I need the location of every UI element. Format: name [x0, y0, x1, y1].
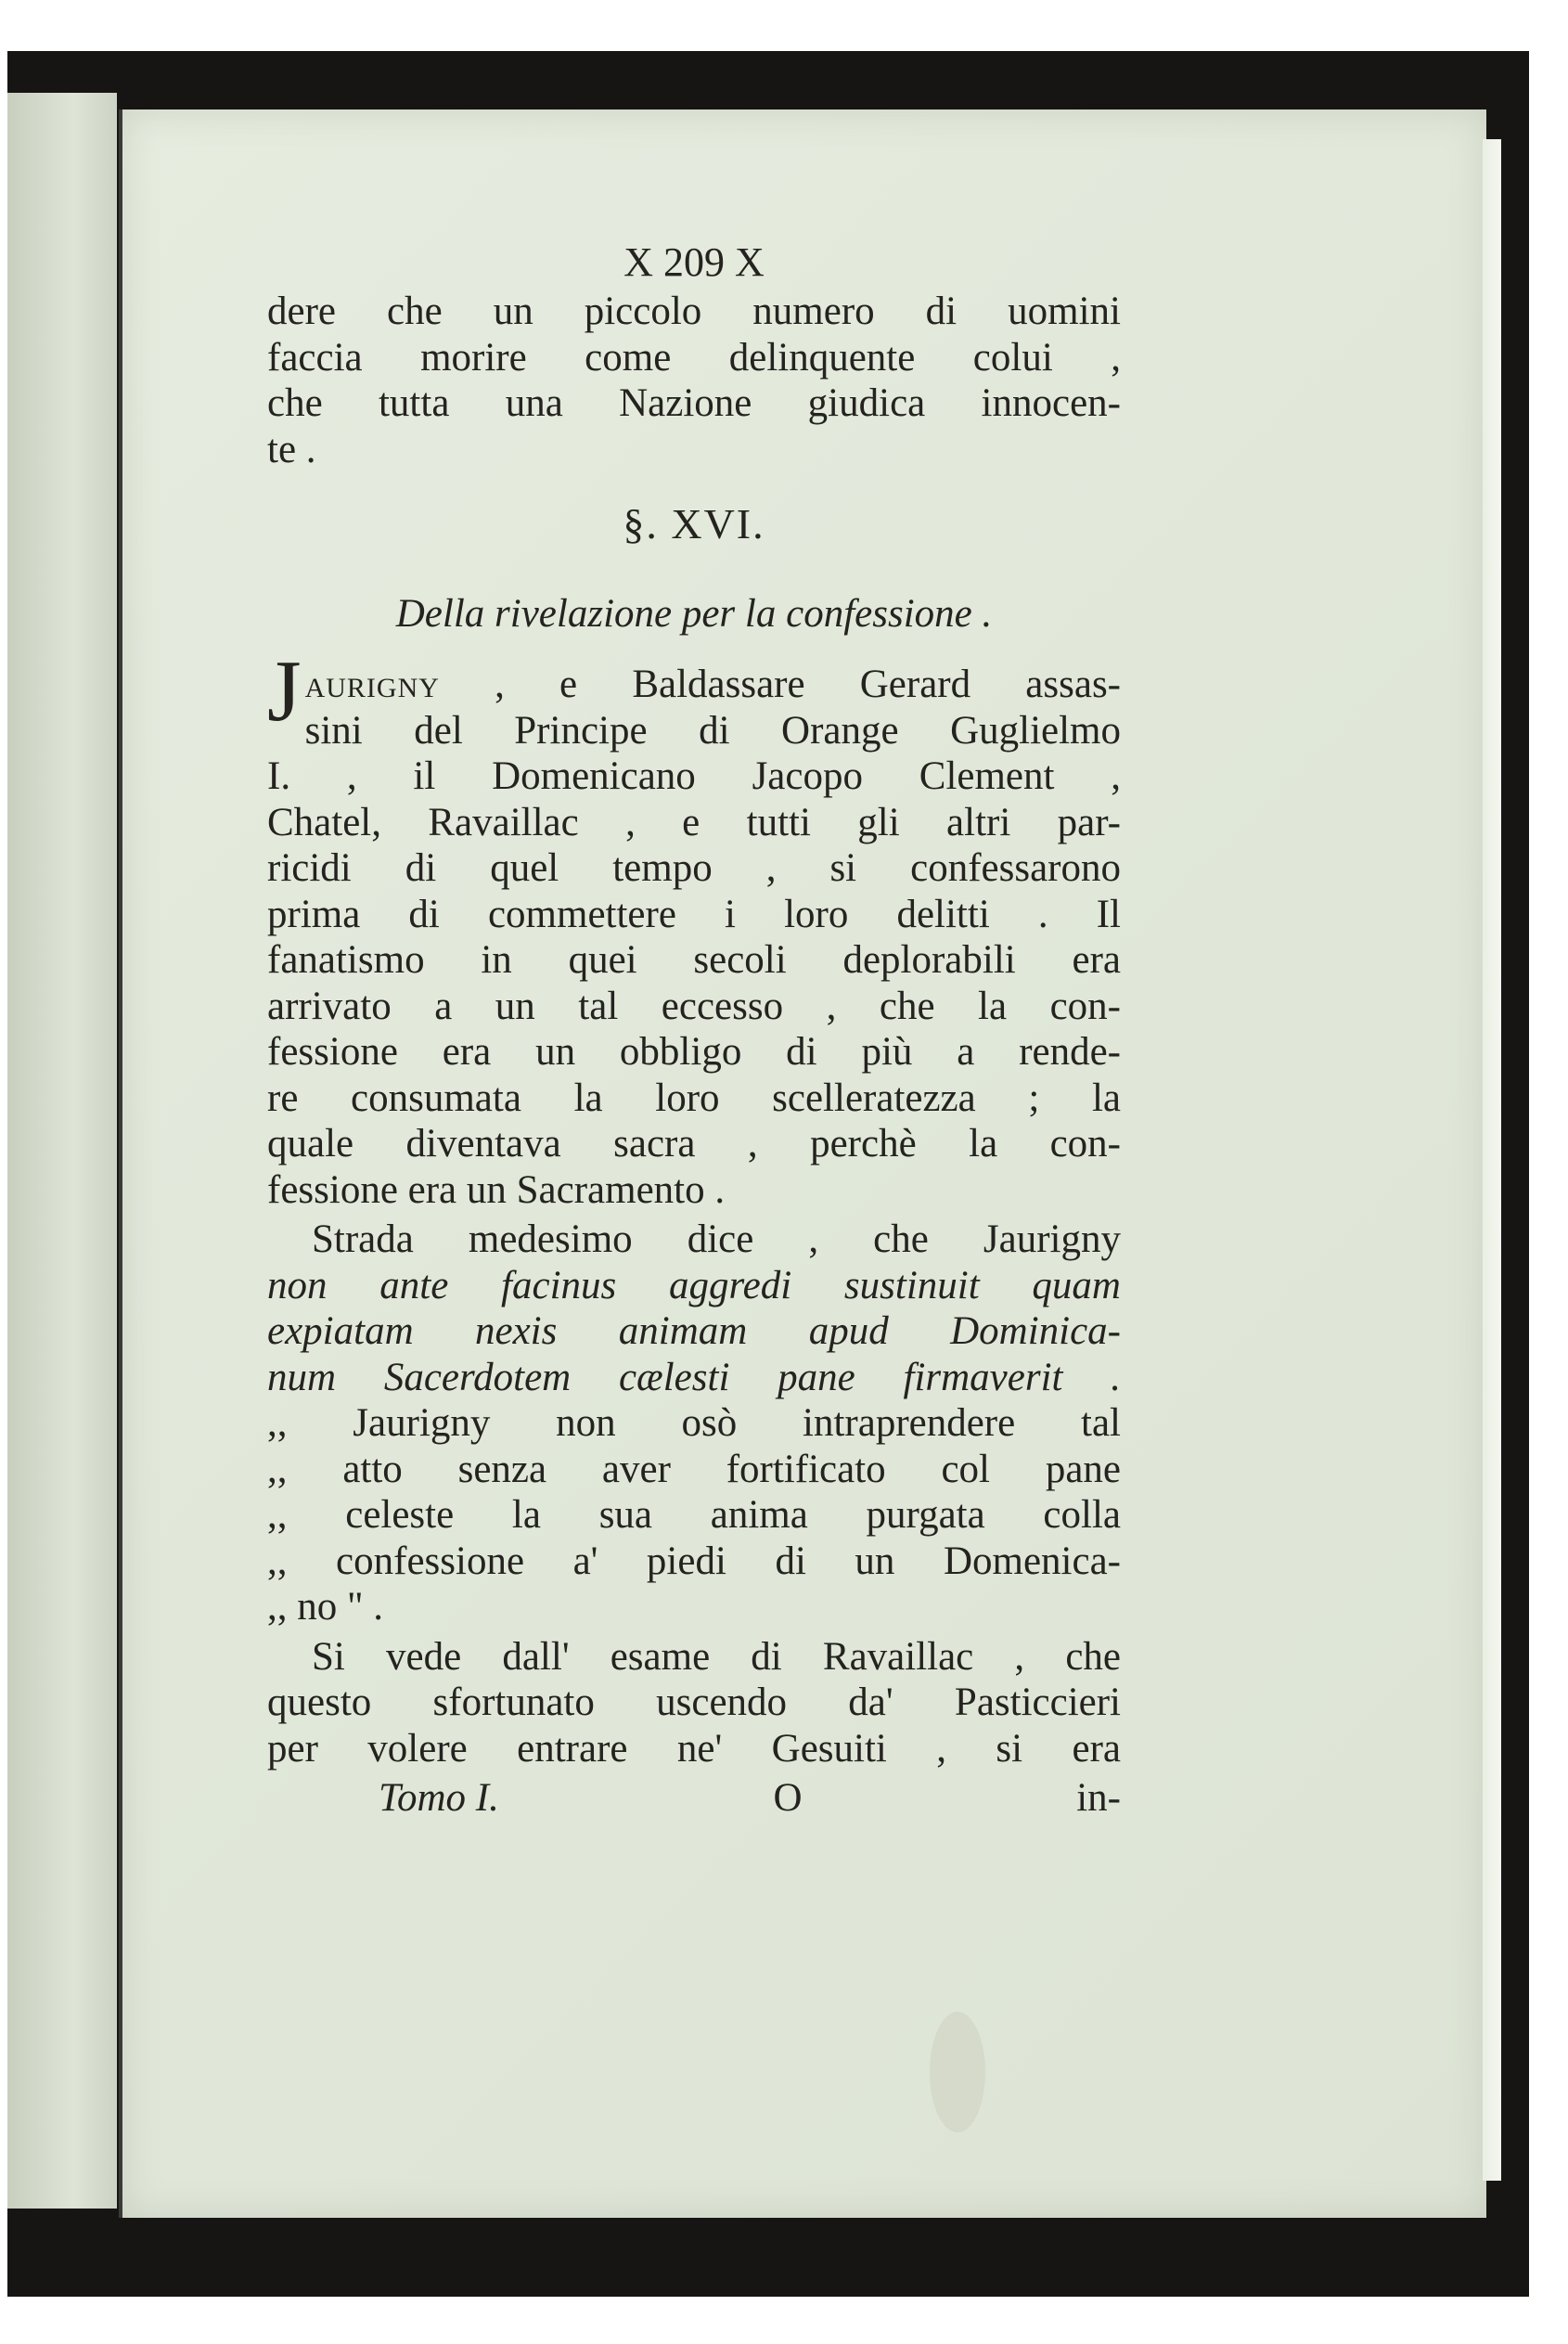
paper-stain: [930, 2012, 985, 2132]
quoted-line: ,, atto senza aver fortificato col pane: [267, 1447, 1121, 1491]
page-fore-edge: [1483, 139, 1501, 2181]
catchword: in-: [1076, 1776, 1121, 1820]
drop-cap: J: [267, 643, 302, 740]
opening-paragraph: [267, 289, 1121, 472]
latin-quote-line: expiatam nexis animam apud Dominica-: [267, 1309, 1121, 1353]
text-line: questo sfortunato uscendo da' Pasticcieri: [267, 1681, 1121, 1724]
text-line: Si vede dall' esame di Ravaillac , che: [312, 1634, 1121, 1679]
section-subtitle: Della rivelazione per la confessione .: [395, 592, 993, 636]
quoted-line: ,, celeste la sua anima purgata colla: [267, 1493, 1121, 1537]
text-line: re consumata la loro scelleratezza ; la: [267, 1075, 1121, 1120]
text-line: dere che un piccolo numero di uomini: [267, 290, 1121, 333]
quoted-line: ,, Jaurigny non osò intraprendere tal: [267, 1401, 1121, 1445]
section-heading: §. XVI.: [623, 500, 765, 547]
text-line: prima di commettere i loro delitti . Il: [267, 892, 1121, 936]
paragraph-strada: [267, 1217, 1121, 1630]
text-line: ricidi di quel tempo , si confessarono: [267, 846, 1121, 890]
paragraph-ravaillac: [267, 1634, 1121, 1772]
quoted-line: ,, no " .: [267, 1585, 384, 1629]
page-footer: [267, 1775, 1121, 1822]
running-head: X 209 X: [623, 239, 765, 285]
text-line: che tutta una Nazione giudica innocen-: [267, 381, 1121, 425]
quoted-line: ,, confessione a' piedi di un Domenica-: [267, 1539, 1121, 1583]
text-line: faccia morire come delinquente colui ,: [267, 335, 1121, 380]
text-line: quale diventava sacra , perchè la con-: [267, 1122, 1121, 1166]
text-line: Chatel, Ravaillac , e tutti gli altri par-: [267, 800, 1121, 844]
text-line-rest: , e Baldassare Gerard assas-: [495, 663, 1121, 706]
text-line: te .: [267, 427, 316, 471]
text-line: fanatismo in quei secoli deplorabili era: [267, 938, 1121, 982]
paragraph-jaurigny: [267, 643, 1121, 1213]
latin-quote-line: non ante facinus aggredi sustinuit quam: [267, 1263, 1121, 1307]
text-line: fessione era un obbligo di più a rende-: [267, 1030, 1121, 1074]
gathering-letter: O: [773, 1776, 803, 1820]
signature-mark: Tomo I.: [379, 1776, 499, 1820]
text-line: fessione era un Sacramento .: [267, 1167, 726, 1212]
text-line: sini del Principe di Orange Guglielmo: [304, 708, 1121, 753]
text-line: Strada medesimo dice , che Jaurigny: [312, 1217, 1121, 1261]
text-line: per volere entrare ne' Gesuiti , si era: [267, 1726, 1121, 1771]
opening-word: aurigny: [304, 663, 440, 706]
text-line: I. , il Domenicano Jacopo Clement ,: [267, 754, 1121, 798]
page-text: [267, 237, 1121, 1822]
latin-quote-line: num Sacerdotem cælesti pane firmaverit .: [267, 1355, 1121, 1399]
text-line: arrivato a un tal eccesso , che la con-: [267, 984, 1121, 1028]
text-line: [267, 662, 1121, 708]
facing-page-edge: [7, 93, 117, 2209]
